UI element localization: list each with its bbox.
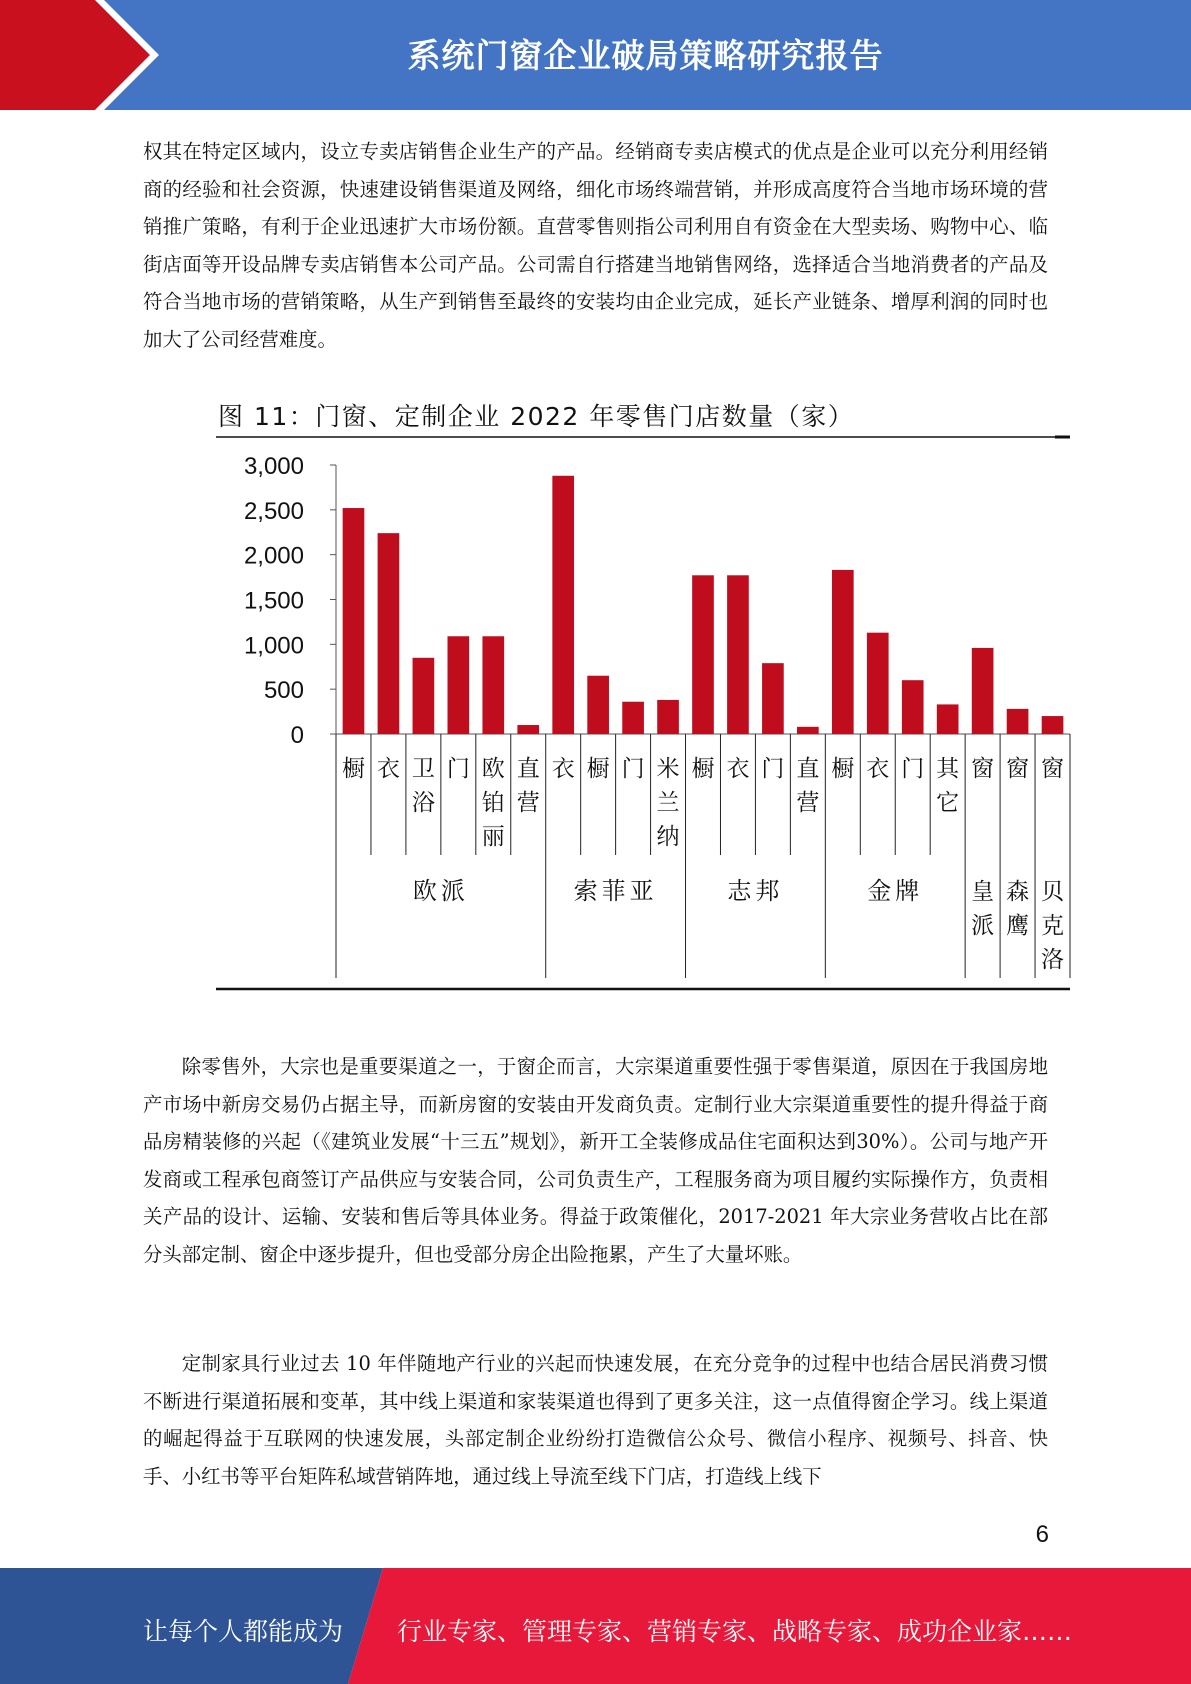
bar (727, 575, 749, 734)
group-label: 索菲亚 (573, 877, 658, 905)
category-label: 窗 (971, 756, 995, 782)
category-label: 橱 (341, 756, 365, 782)
group-label: 金牌 (867, 877, 924, 905)
y-tick-label: 1,500 (243, 587, 304, 615)
group-label: 欧派 (412, 877, 469, 905)
category-label: 其 (936, 756, 960, 782)
category-label: 橱 (831, 756, 855, 782)
category-label: 米 (656, 756, 680, 782)
page-footer (0, 1568, 1191, 1684)
category-label: 窗 (1041, 756, 1065, 782)
bar (937, 704, 959, 734)
y-tick-label: 2,500 (243, 497, 304, 525)
bar (692, 575, 714, 734)
category-label: 门 (446, 756, 470, 782)
body-paragraph: 除零售外，大宗也是重要渠道之一，于窗企而言，大宗渠道重要性强于零售渠道，原因在于我国房地产市场中新房交易仍占据主导，而新房窗的安装由开发商负责。定制行业大宗渠道重要性的提升得益于商品房精装修的兴起（《建筑业发展“十三五”规划》，新开工全装修成品住宅面积达到30%）。公司与地产开发商或工程承包商签订产品供应与安装合同，公司负责生产，工程服务商为项目履约实际操作方，负责相关产品的设计、运输、安装和售后等具体业务。得益于政策催化，2017-2021 年大宗业务营收占比在部分头部定制、窗企中逐步提升，但也受部分房企出险拖累，产生了大量坏账。 (143, 1055, 1048, 1266)
category-label: 铂 (481, 790, 505, 816)
group-label: 森 (1006, 879, 1030, 905)
category-label: 营 (796, 790, 820, 816)
group-label: 贝 (1041, 879, 1065, 905)
y-tick-label: 3,000 (243, 453, 304, 480)
group-label: 鹰 (1006, 913, 1030, 939)
bar (867, 633, 889, 734)
report-title: 系统门窗企业破局策略研究报告 (407, 36, 884, 75)
category-label: 窗 (1006, 756, 1030, 782)
group-label: 志邦 (727, 877, 784, 905)
body-paragraph: 定制家具行业过去 10 年伴随地产行业的兴起而快速发展，在充分竞争的过程中也结合居民消费习惯不断进行渠道拓展和变革，其中线上渠道和家装渠道也得到了更多关注，这一点值得窗企学习。线上渠道的崛起得益于互联网的快速发展，头部定制企业纷纷打造微信公众号、微信小程序、视频号、抖音、快手、小红书等平台矩阵私域营销阵地，通过线上导流至线下门店，打造线上线下 (143, 1352, 1048, 1488)
bar (482, 636, 504, 734)
bar (587, 676, 609, 734)
bar (1007, 709, 1029, 734)
category-label: 门 (901, 756, 925, 782)
category-label: 橱 (586, 756, 610, 782)
page-number: 6 (1035, 1521, 1049, 1548)
bar (622, 702, 644, 734)
category-label: 营 (516, 790, 540, 816)
category-label: 卫 (411, 756, 435, 782)
category-label: 橱 (691, 756, 715, 782)
chart-title: 图 11：门窗、定制企业 2022 年零售门店数量（家） (218, 402, 855, 431)
group-label: 克 (1041, 913, 1065, 939)
bar (552, 476, 574, 734)
category-label: 直 (516, 756, 540, 782)
bar (972, 648, 994, 734)
bar (447, 636, 469, 734)
category-label: 兰 (656, 790, 680, 816)
category-label: 它 (936, 790, 960, 816)
bar (832, 570, 854, 734)
bar (762, 663, 784, 734)
bar (657, 700, 679, 734)
category-label: 衣 (376, 756, 400, 782)
group-label: 洛 (1041, 947, 1065, 973)
group-label: 皇 (971, 879, 995, 905)
category-label: 门 (621, 756, 645, 782)
group-label: 派 (971, 913, 995, 939)
bar (797, 727, 819, 734)
bar (1042, 716, 1064, 734)
bar (413, 658, 435, 734)
category-label: 丽 (481, 824, 505, 850)
footer-roles: 行业专家、管理专家、营销专家、战略专家、成功企业家…… (397, 1617, 1073, 1646)
category-label: 衣 (551, 756, 575, 782)
category-label: 浴 (411, 790, 435, 816)
body-paragraph: 权其在特定区域内，设立专卖店销售企业生产的产品。经销商专卖店模式的优点是企业可以充分利用经销商的经验和社会资源，快速建设销售渠道及网络，细化市场终端营销，并形成高度符合当地市场环境的营销推广策略，有利于企业迅速扩大市场份额。直营零售则指公司利用自有资金在大型卖场、购物中心、临街店面等开设品牌专卖店销售本公司产品。公司需自行搭建当地销售网络，选择适合当地消费者的产品及符合当地市场的营销策略，从生产到销售至最终的安装均由企业完成，延长产业链条、增厚利润的同时也加大了公司经营难度。 (143, 140, 1048, 351)
footer-slogan: 让每个人都能成为 (143, 1617, 344, 1646)
bar (343, 508, 365, 734)
bar (902, 680, 924, 734)
category-label: 欧 (481, 756, 505, 782)
bar (378, 533, 400, 734)
y-tick-label: 1,000 (243, 632, 304, 660)
category-label: 直 (796, 756, 820, 782)
y-tick-label: 0 (290, 722, 304, 749)
category-label: 纳 (656, 824, 680, 850)
y-tick-label: 500 (263, 677, 304, 705)
y-tick-label: 2,000 (243, 542, 304, 570)
bar (517, 725, 539, 734)
category-label: 衣 (726, 756, 750, 782)
category-label: 衣 (866, 756, 890, 782)
category-label: 门 (761, 756, 785, 782)
